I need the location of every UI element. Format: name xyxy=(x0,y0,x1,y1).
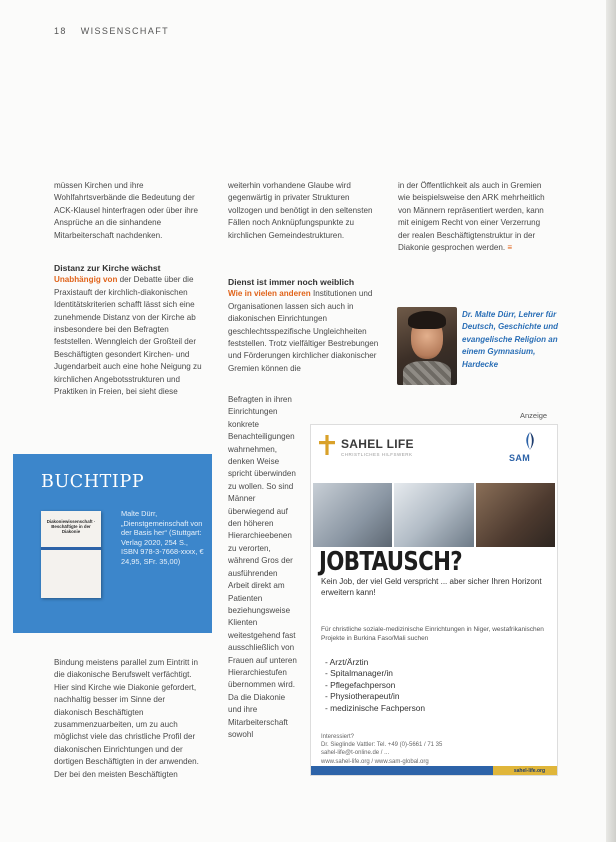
contact-line: Dr. Sieglinde Vattler: Tel. +49 (0)-5661 / 71 35 xyxy=(321,742,443,749)
ad-job-list xyxy=(325,657,553,714)
contact-title: Interessiert? xyxy=(321,734,355,740)
buchtipp-box xyxy=(13,454,212,633)
section-title: WISSENSCHAFT xyxy=(80,26,170,36)
ad-brand: SAHEL LIFE xyxy=(341,437,414,451)
list-item: - medizinische Fachperson xyxy=(325,702,426,713)
section-paragraph xyxy=(54,274,204,398)
column-1-section xyxy=(54,262,204,398)
ad-footer-text: sahel-life.org xyxy=(513,768,545,774)
column-2-section xyxy=(228,276,380,375)
subheading: Dienst ist immer noch weiblich xyxy=(228,277,355,287)
body-text: weiterhin vorhandene Glaube wird gegenwärtig in privater Strukturen vollzogen und benötigt in den seltensten Fällen noch Anknüpfungspunkte zu kirchlichen Gemeindestrukturen. xyxy=(228,181,373,240)
ad-brand-sub: CHRISTLICHES HILFSWERK xyxy=(341,452,413,457)
body-text: Bindung meistens parallel zum Eintritt in die diakonische Berufswelt verfächtigt. Hier sind Kirche wie Diakonie gefordert, nachhaltig besser im Sinne der diakonisch Beschäftigten zusammenzuarbeiten, um zu auch möglichst viele das christliche Profil der diakonischen Einrichtungen und der dortigen Beschäftigten in der anwenden. Der bei den meisten Beschäftigten xyxy=(54,658,199,779)
book-description: Malte Dürr, „Dienstgemeinschaft von der Basis her“ (Stuttgart: Verlag 2020, 254 S., ISBN 978-3-7668-xxxx, € 24,95, SFr. 35,00) xyxy=(121,509,204,566)
cross-logo-icon xyxy=(319,435,335,455)
ad-photo-patient xyxy=(476,483,555,547)
ad-claim: Kein Job, der viel Geld verspricht ... aber sicher Ihren Horizont erweitern kann! xyxy=(321,577,542,597)
body-text: müssen Kirchen und ihre Wohlfahrtsverbände die Bedeutung der ACK-Klausel hinterfragen oder über ihre Ansprüche an die sinhandene Mitarbeiterschaft nachdenken. xyxy=(54,181,198,240)
contact-line: www.sahel-life.org / www.sam-global.org xyxy=(321,758,429,765)
column-2-top xyxy=(228,180,380,242)
ad-contact xyxy=(321,733,549,766)
author-scarf xyxy=(403,361,451,385)
column-1-bottom xyxy=(54,657,204,781)
list-item: - Arzt/Ärztin xyxy=(325,657,369,667)
section-paragraph xyxy=(228,288,380,375)
column-1-top xyxy=(54,180,204,242)
book-cover xyxy=(41,511,101,598)
sam-logo-icon xyxy=(519,431,541,451)
author-hair xyxy=(408,311,446,329)
running-header xyxy=(54,26,169,36)
body-text-part: in der Öffentlichkeit als auch in Gremien wie beispielsweise den ARK mehrheitlich von Männern repräsentiert werden, kann mit einigem Recht von einer Verzerrung der realen Beschäftigtenstruktur in der Diakonie gesprochen werden. xyxy=(398,181,545,253)
ad-photo-clinic xyxy=(394,483,473,547)
list-item: - Physiotherapeut/in xyxy=(325,691,400,702)
body-text: Befragten in ihren Einrichtungen konkrete Benachteiligungen wahrnehmen, denken Weise spricht überwinden zu wollen. So sind Männer überwiegend auf den höheren Hierarchieebenen zu verorten, während Gros der ausführenden Arbeit direkt am Patienten beziehungsweise Klienten weitestgehend fast ausschließlich von Frauen auf unteren Hierarchiestufen übernommen wird. Da die Diakonie und ihre Mitarbeiterschaft sowohl xyxy=(228,395,297,739)
page-number: 18 xyxy=(54,26,67,36)
page-edge xyxy=(606,0,616,842)
highlight-lead: Unabhängig von xyxy=(54,275,118,285)
list-item: - Pflegefachperson xyxy=(325,679,396,690)
column-3 xyxy=(398,180,554,254)
list-item: - Spitalmanager/in xyxy=(325,668,393,679)
column-2-narrow xyxy=(228,394,298,741)
body-text xyxy=(398,180,554,254)
ad-photo-doctor xyxy=(313,483,392,547)
book-cover-band xyxy=(41,547,101,550)
ad-label: Anzeige xyxy=(520,411,548,420)
book-cover-title: Diakoniewissenschaft · Beschäftigte in der Diakonie xyxy=(46,519,96,535)
ad-partner: SAM xyxy=(509,453,531,463)
end-mark-icon: ≡ xyxy=(507,243,513,253)
author-caption: Dr. Malte Dürr, Lehrer für Deutsch, Geschichte und evangelische Religion an einem Gymnasium, Hardecke xyxy=(462,310,559,369)
body-text: der Debatte über die Praxistauft der kirchlich-diakonischen Identitätskriterien schafft lässt sich eine zunehmende Distanz von der Kirche ab insbesondere bei den Befragten feststellen. Wenngleich der Großteil der Beschäftigten gesondert Kirchen- und Jugendarbeit auch eine hohe Neigung zu kirchlichen Angebotsstrukturen und Praktiken in Freien, bei sieht diese xyxy=(54,275,202,397)
advertisement xyxy=(310,424,558,776)
body-text: Institutionen und Organisationen lassen sich auch in diakonischen Einrichtungen geschlechtsspezifische Ungleichheiten feststellen. Trotz vielfältiger Bestrebungen und Förderungen kirchlicher diakonischer Gremien können die xyxy=(228,289,379,373)
ad-photo-strip xyxy=(313,483,555,547)
author-photo xyxy=(397,307,457,385)
contact-line: sahel-life@t-online.de / ... xyxy=(321,750,390,757)
highlight-lead: Wie in vielen anderen xyxy=(228,289,311,299)
ad-intro: Für christliche soziale-medizinische Einrichtungen in Niger, westafrikanischen Projekte in Burkina Faso/Mali suchen xyxy=(321,626,544,642)
subheading: Distanz zur Kirche wächst xyxy=(54,263,161,273)
ad-headline: JOBTAUSCH? xyxy=(319,547,463,577)
buchtipp-label: BUCHTIPP xyxy=(41,472,145,492)
